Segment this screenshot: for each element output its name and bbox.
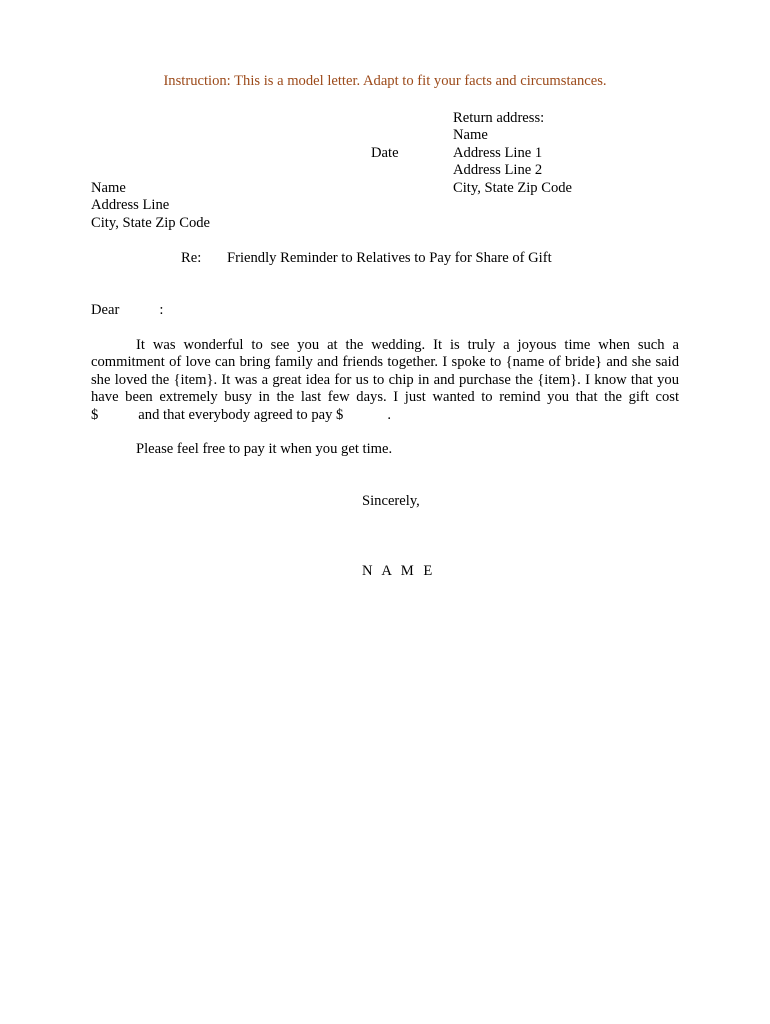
salutation — [91, 302, 163, 319]
closing: Sincerely, — [362, 493, 420, 509]
letter-date: Date — [371, 145, 399, 161]
recipient-address: Address Line — [91, 197, 170, 214]
instruction-note: Instruction: This is a model letter. Adapt to fit your facts and circumstances. — [163, 73, 607, 89]
recipient-name: Name — [91, 180, 126, 196]
return-address-name: Name — [453, 127, 488, 144]
body-line-1: It was wonderful to see you at the wedding. It is truly a joyous time when such a — [136, 337, 679, 353]
second-paragraph: Please feel free to pay it when you get time. — [136, 441, 393, 457]
return-address-line2: Address Line 2 — [453, 162, 543, 179]
body-line — [91, 337, 679, 354]
recipient-address-block — [91, 180, 210, 232]
return-address-label: Return address: — [453, 110, 545, 126]
re-subject: Friendly Reminder to Relatives to Pay for Share of Gift — [227, 250, 552, 266]
signature-name: N A M E — [362, 563, 436, 579]
body-line-3: she loved the {item}. It was a great idea for us to chip in and purchase the {item}. I know that you — [91, 371, 679, 388]
return-address-city: City, State Zip Code — [453, 179, 573, 196]
re-label: Re: — [181, 250, 202, 266]
return-address-block — [453, 110, 572, 197]
body-line-2: commitment of love can bring family and friends together. I spoke to {name of bride} and she said — [91, 354, 679, 371]
amount-symbol-1: $ — [91, 406, 99, 423]
body-paragraph — [91, 337, 679, 424]
salutation-dear: Dear — [91, 302, 120, 318]
body-line-5 — [91, 407, 679, 424]
recipient-city: City, State Zip Code — [91, 214, 211, 231]
body-line-5-period: . — [387, 406, 391, 423]
body-line-5-text: and that everybody agreed to pay $ — [138, 406, 344, 423]
body-line-4: have been extremely busy in the last few days. I just wanted to remind you that the gift cost — [91, 389, 679, 406]
return-address-line1: Address Line 1 — [453, 144, 543, 161]
salutation-colon: : — [159, 302, 164, 318]
